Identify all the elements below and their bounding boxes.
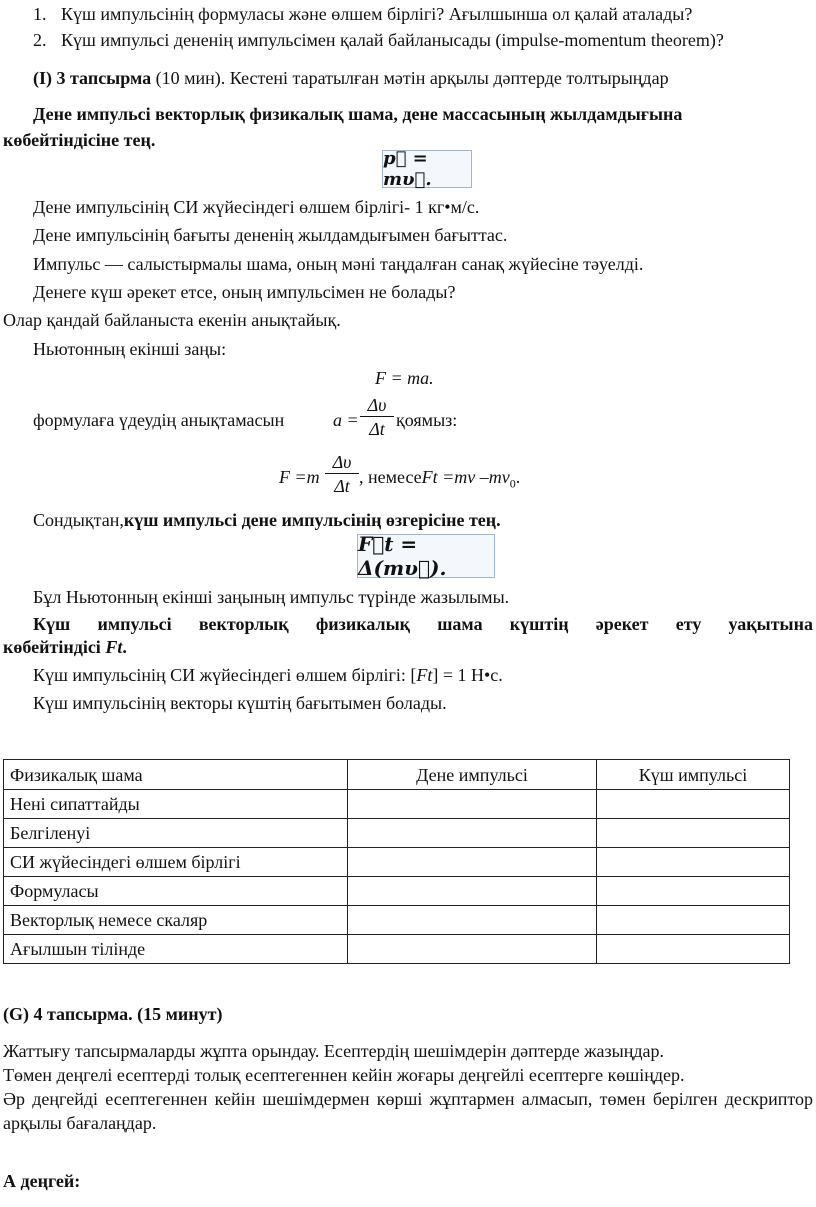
table-header-cell: Күш импульсі <box>597 760 790 790</box>
table-row-label: Белгіленуі <box>4 819 348 848</box>
force-fraction <box>325 451 359 498</box>
formula-f-ma: F = ma. <box>375 368 434 388</box>
accel-lead-text: формулаға үдеудің анықтамасын <box>33 410 285 430</box>
force-end: . <box>515 467 521 487</box>
paragraph-si-unit: Дене импульсінің СИ жүйесіндегі өлшем бірлігі- 1 кг•м/с. <box>33 197 480 217</box>
question-number: 2. <box>33 30 47 50</box>
table-row <box>4 819 790 848</box>
question-2 <box>33 29 724 51</box>
momentum-definition-line1: Дене импульсі векторлық физикалық шама, дене массасының жылдамдығына <box>33 104 683 124</box>
momentum-definition-line2: көбейтіндісіне тең. <box>3 130 156 150</box>
paragraph-direction: Дене импульсінің бағыты дененің жылдамдығымен бағыттас. <box>33 225 508 245</box>
task-3-heading <box>33 67 669 89</box>
impulse-si-unit <box>33 664 503 686</box>
table-cell[interactable] <box>597 848 790 877</box>
table-row-label: Ағылшын тілінде <box>4 935 348 964</box>
force-or: , немесе <box>359 467 422 487</box>
question-1 <box>33 3 692 25</box>
task-4-line3: Әр деңгейді есептегеннен кейін шешімдермен көрші жұптармен алмасып, төмен берілген дескриптор арқылы бағалаңдар. <box>3 1089 813 1133</box>
table-row <box>4 848 790 877</box>
impulse-definition-text: Күш импульсі векторлық физикалық шама күштің әрекет ету уақытына <box>33 614 813 634</box>
force-expression: Ft =mv –mv <box>421 467 510 487</box>
table-row <box>4 906 790 935</box>
question-number: 1. <box>33 4 47 24</box>
table-cell[interactable] <box>348 848 597 877</box>
impulse-definition-line2 <box>3 636 127 658</box>
accel-numerator: Δυ <box>360 394 394 417</box>
task-4-line2: Төмен деңгелі есептерді толық есептегеннен кейін жоғары деңгейлі есептерге көшіңдер. <box>3 1065 685 1085</box>
table-row <box>4 790 790 819</box>
force-denominator: Δt <box>334 476 350 496</box>
table-cell[interactable] <box>597 819 790 848</box>
comparison-table <box>3 759 790 964</box>
paragraph-relation: Олар қандай байланыста екенін анықтайық. <box>3 310 341 330</box>
therefore-line <box>33 509 501 531</box>
table-row <box>4 877 790 906</box>
impulse-definition-line1 <box>33 612 813 636</box>
accel-tail-text: қоямыз: <box>396 410 458 430</box>
paragraph-question: Денеге күш әрекет етсе, оның импульсімен не болады? <box>33 282 456 302</box>
force-rhs <box>359 466 520 495</box>
question-text: Күш импульсінің формуласы және өлшем бірлігі? Ағылшынша ол қалай аталады? <box>61 4 693 24</box>
table-row-label: СИ жүйесіндегі өлшем бірлігі <box>4 848 348 877</box>
newton-second-law: Ньютонның екінші заңы: <box>33 339 227 359</box>
table-cell[interactable] <box>348 935 597 964</box>
accel-fraction <box>360 394 394 441</box>
accel-denominator: Δt <box>369 419 385 439</box>
newton-impulse-form: Бұл Ньютонның екінші заңының импульс түрінде жазылымы. <box>33 587 510 607</box>
task-4-heading: (G) 4 тапсырма. (15 минут) <box>3 1004 223 1024</box>
therefore-lead: Сондықтан, <box>33 510 124 530</box>
impulse-definition-text2: көбейтіндісі <box>3 637 106 657</box>
accel-a-equals: a = <box>333 410 359 430</box>
force-subscript: 0 <box>509 476 516 491</box>
question-text: Күш импульсі дененің импульсімен қалай байланысады (impulse-momentum theorem)? <box>61 30 724 50</box>
task-4-line1: Жаттығу тапсырмаларды жұпта орындау. Есептердің шешімдерін дәптерде жазыңдар. <box>3 1041 664 1061</box>
impulse-symbol: Ft <box>105 637 123 657</box>
therefore-bold: күш импульсі дене импульсінің өзгерісіне тең. <box>123 510 501 530</box>
table-cell[interactable] <box>597 906 790 935</box>
table-cell[interactable] <box>348 819 597 848</box>
table-row-label: Формуласы <box>4 877 348 906</box>
table-cell[interactable] <box>597 935 790 964</box>
table-cell[interactable] <box>597 790 790 819</box>
paragraph-relative: Импульс — салыстырмалы шама, оның мәні таңдалған санақ жүйесіне тәуелді. <box>33 254 644 274</box>
force-numerator: Δυ <box>325 451 359 474</box>
si-unit-text-c: ] = 1 Н•с. <box>432 665 503 685</box>
task-3-instruction: (10 мин). Кестені таратылған мәтін арқылы дәптерде толтырыңдар <box>151 68 669 88</box>
level-a-heading: А деңгей: <box>3 1171 81 1191</box>
table-cell[interactable] <box>348 790 597 819</box>
table-header-cell: Дене импульсі <box>348 760 597 790</box>
impulse-period: . <box>122 637 127 657</box>
table-cell[interactable] <box>348 906 597 935</box>
table-header-row <box>4 760 790 790</box>
task-3-label: (I) 3 тапсырма <box>33 68 152 88</box>
table-row <box>4 935 790 964</box>
table-row-label: Векторлық немесе скаляр <box>4 906 348 935</box>
force-f: F =m <box>279 467 320 487</box>
table-cell[interactable] <box>597 877 790 906</box>
table-row-label: Нені сипаттайды <box>4 790 348 819</box>
impulse-formula-image: F⃗t = Δ(mυ⃗). <box>357 534 495 578</box>
impulse-vector-direction: Күш импульсінің векторы күштің бағытымен болады. <box>33 693 447 713</box>
si-unit-symbol: Ft <box>416 665 433 685</box>
momentum-formula-image: p⃗ = mυ⃗. <box>382 150 472 188</box>
table-cell[interactable] <box>348 877 597 906</box>
table-header-cell: Физикалық шама <box>4 760 348 790</box>
si-unit-text-a: Күш импульсінің СИ жүйесіндегі өлшем бірлігі: [ <box>33 665 417 685</box>
force-lhs <box>279 466 320 488</box>
